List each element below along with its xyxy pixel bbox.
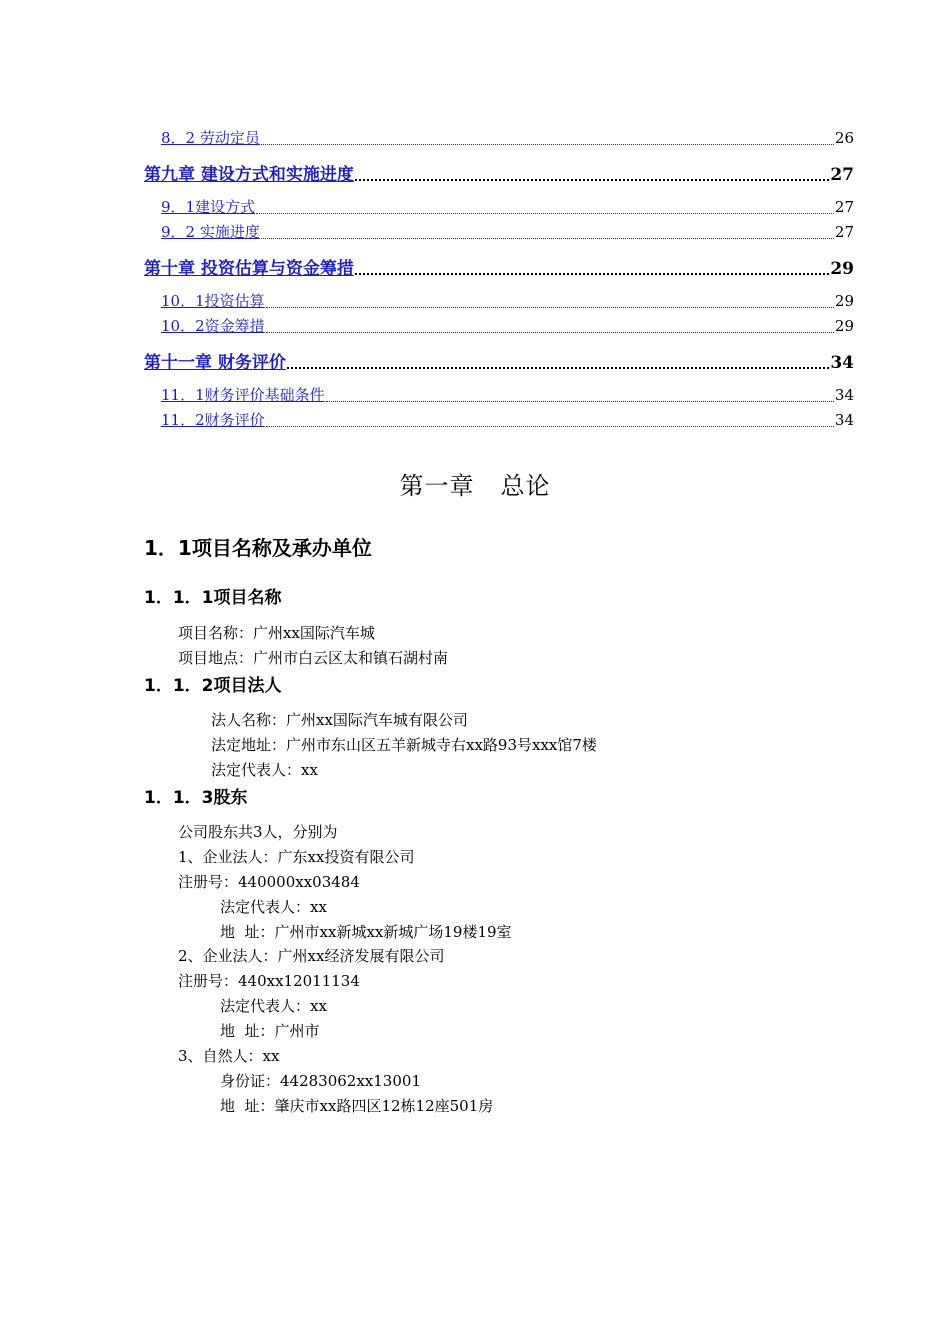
toc-leader bbox=[287, 366, 829, 369]
toc-page-number: 29 bbox=[830, 259, 854, 279]
toc-page-number: 34 bbox=[834, 386, 854, 404]
toc-leader bbox=[261, 143, 834, 145]
toc-link[interactable]: 第十一章 财务评价 bbox=[144, 353, 286, 373]
body-line: 项目名称：广州xx国际汽车城 bbox=[178, 624, 375, 642]
body-line: 项目地点：广州市白云区太和镇石湖村南 bbox=[178, 649, 449, 667]
toc-link[interactable]: 8．2 劳动定员 bbox=[161, 129, 260, 147]
subsection-heading: 1．1．2项目法人 bbox=[144, 676, 282, 696]
chapter-name: 总论 bbox=[500, 472, 551, 500]
toc-link[interactable]: 10．1投资估算 bbox=[161, 292, 265, 310]
body-line: 法定代表人：xx bbox=[220, 997, 327, 1015]
toc-link[interactable]: 第十章 投资估算与资金筹措 bbox=[144, 259, 354, 279]
toc-link[interactable]: 11．2财务评价 bbox=[161, 411, 265, 429]
toc-leader bbox=[266, 425, 834, 427]
toc-entry[interactable] bbox=[144, 348, 854, 373]
toc-link[interactable]: 9．2 实施进度 bbox=[161, 223, 260, 241]
toc-page-number: 27 bbox=[834, 223, 854, 241]
body-line: 3、自然人：xx bbox=[178, 1047, 280, 1065]
toc-entry[interactable] bbox=[161, 384, 854, 405]
toc-leader bbox=[266, 306, 834, 308]
body-line: 地 址：肇庆市xx路四区12栋12座501房 bbox=[220, 1097, 494, 1115]
toc-leader bbox=[256, 212, 834, 214]
toc-entry[interactable] bbox=[161, 196, 854, 217]
toc-entry[interactable] bbox=[161, 127, 854, 148]
body-line: 法定地址：广州市东山区五羊新城寺右xx路93号xxx馆7楼 bbox=[211, 736, 597, 754]
subsection-heading: 1．1．1项目名称 bbox=[144, 588, 282, 608]
body-line: 身份证：44283062xx13001 bbox=[220, 1072, 421, 1090]
toc-page-number: 27 bbox=[834, 198, 854, 216]
toc-page-number: 34 bbox=[830, 353, 854, 373]
toc-page-number: 26 bbox=[834, 129, 854, 147]
toc-link[interactable]: 9．1建设方式 bbox=[161, 198, 256, 216]
section-heading: 1．1项目名称及承办单位 bbox=[144, 536, 372, 560]
body-line: 地 址：广州市xx新城xx新城广场19楼19室 bbox=[220, 923, 512, 941]
toc-entry[interactable] bbox=[161, 290, 854, 311]
toc-leader bbox=[355, 272, 829, 275]
toc-leader bbox=[326, 400, 834, 402]
toc-leader bbox=[261, 237, 834, 239]
toc-entry[interactable] bbox=[144, 160, 854, 185]
body-line: 注册号：440000xx03484 bbox=[178, 873, 360, 891]
toc-leader bbox=[266, 331, 834, 333]
chapter-title bbox=[0, 466, 950, 501]
toc-page-number: 34 bbox=[834, 411, 854, 429]
toc-link[interactable]: 10．2资金筹措 bbox=[161, 317, 265, 335]
toc-link[interactable]: 11．1财务评价基础条件 bbox=[161, 386, 325, 404]
toc-entry[interactable] bbox=[144, 254, 854, 279]
toc-entry[interactable] bbox=[161, 315, 854, 336]
body-line: 1、企业法人：广东xx投资有限公司 bbox=[178, 848, 415, 866]
toc-page-number: 27 bbox=[830, 165, 854, 185]
body-line: 公司股东共3人，分别为 bbox=[178, 823, 338, 841]
body-line: 法人名称：广州xx国际汽车城有限公司 bbox=[211, 711, 468, 729]
body-line: 2、企业法人：广州xx经济发展有限公司 bbox=[178, 947, 445, 965]
toc-link[interactable]: 第九章 建设方式和实施进度 bbox=[144, 165, 354, 185]
toc-leader bbox=[355, 178, 829, 181]
body-line: 法定代表人：xx bbox=[220, 898, 327, 916]
body-line: 注册号：440xx12011134 bbox=[178, 972, 360, 990]
body-line: 法定代表人：xx bbox=[211, 761, 318, 779]
toc-entry[interactable] bbox=[161, 409, 854, 430]
chapter-number: 第一章 bbox=[399, 472, 475, 500]
toc-page-number: 29 bbox=[834, 292, 854, 310]
subsection-heading: 1．1．3股东 bbox=[144, 788, 248, 808]
toc-entry[interactable] bbox=[161, 221, 854, 242]
body-line: 地 址：广州市 bbox=[220, 1022, 320, 1040]
toc-page-number: 29 bbox=[834, 317, 854, 335]
